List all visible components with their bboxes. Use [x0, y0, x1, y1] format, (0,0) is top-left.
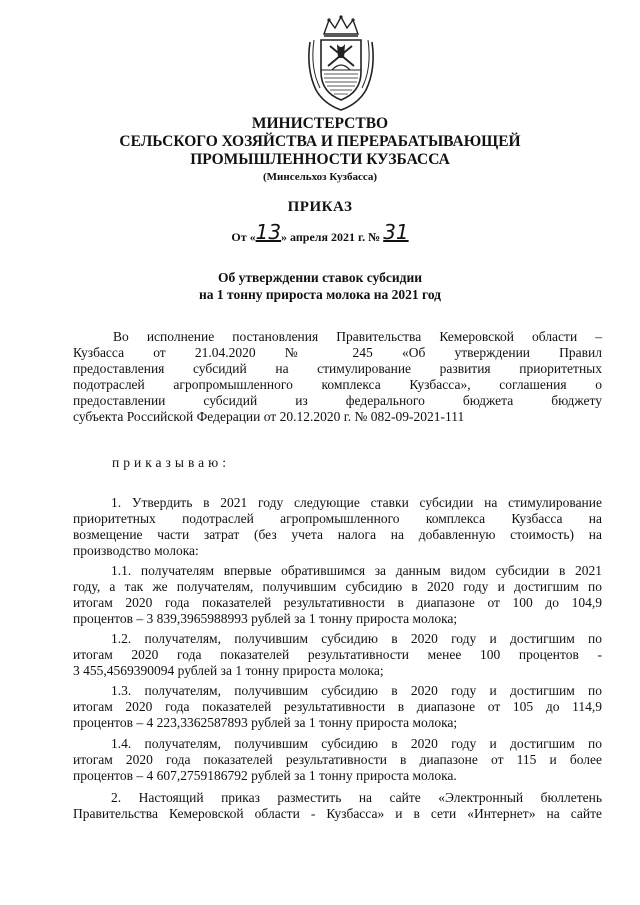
orders-word: приказываю:	[112, 455, 230, 470]
item-1-4-line: 1.4. получателям, получившим субсидию в 2020 году и достигшим по	[111, 736, 602, 751]
preamble-line: предоставлении субсидий из федерального бюджета бюджету	[73, 393, 602, 408]
order-middle: » апреля 2021 г. №	[281, 230, 381, 244]
item-1-1-line: итогам 2020 года показателей результативности в диапазоне от 100 до 104,9	[73, 595, 602, 610]
ministry-title-line: ПРОМЫШЛЕННОСТИ КУЗБАССА	[190, 151, 450, 168]
item-1-line: приоритетных подотраслей агропромышленного комплекса Кузбасса на	[73, 511, 602, 526]
item-1-1-line: процентов – 3 839,3965988993 рублей за 1 тонну прироста молока;	[73, 611, 458, 626]
item-1-2-line: 3 455,4569390094 рублей за 1 тонну прироста молока;	[73, 663, 384, 678]
subject-line: на 1 тонну прироста молока на 2021 год	[198, 287, 442, 302]
item-1-line: возмещение части затрат (без учета налога на добавленную стоимость) на	[73, 527, 602, 542]
item-1-3-line: процентов – 4 223,3362587893 рублей за 1 тонну прироста молока;	[73, 715, 458, 730]
order-date-number	[0, 222, 640, 246]
order-subject	[0, 269, 640, 303]
item-1-2-line: 1.2. получателям, получившим субсидию в 2020 году и достигшим по	[111, 631, 602, 646]
subject-line: Об утверждении ставок субсидии	[217, 270, 423, 285]
item-1-2-line: итогам 2020 года показателей результативности менее 100 процентов -	[73, 647, 602, 662]
item-1-1-line: году, а так же получателям, получившим субсидию в 2020 году и достигшим по	[73, 579, 602, 594]
item-1-3-line: 1.3. получателям, получившим субсидию в 2020 году и достигшим по	[111, 683, 602, 698]
preamble-line: Кузбасса от 21.04.2020 № 245 «Об утверждении Правил	[73, 345, 602, 360]
item-1-line: производство молока:	[73, 543, 199, 558]
item-1-3-line: итогам 2020 года показателей результативности в диапазоне от 105 до 114,9	[73, 699, 602, 714]
order-number-handwritten: 31	[383, 220, 409, 244]
ministry-title	[0, 115, 640, 169]
order-prefix: От «	[231, 230, 256, 244]
item-1-4-line: процентов – 4 607,2759186792 рублей за 1 тонну прироста молока.	[73, 768, 457, 783]
document-type: ПРИКАЗ	[287, 199, 353, 215]
item-2-line: 2. Настоящий приказ разместить на сайте «Электронный бюллетень	[111, 790, 602, 805]
ministry-title-line: СЕЛЬСКОГО ХОЗЯЙСТВА И ПЕРЕРАБАТЫВАЮЩЕЙ	[119, 133, 521, 150]
ministry-abbreviation: (Минсельхоз Кузбасса)	[262, 171, 378, 183]
item-2-line: Правительства Кемеровской области - Кузбасса» и в сети «Интернет» на сайте	[73, 806, 602, 821]
ministry-title-line: МИНИСТЕРСТВО	[251, 115, 389, 132]
item-1-1-line: 1.1. получателям впервые обратившимся за данным видом субсидии в 2021	[111, 563, 602, 578]
kuzbass-coat-of-arms-emblem	[302, 14, 380, 114]
preamble-line: субъекта Российской Федерации от 20.12.2020 г. № 082-09-2021-111	[73, 409, 465, 424]
item-1-line: 1. Утвердить в 2021 году следующие ставки субсидии на стимулирование	[111, 495, 602, 510]
item-1-4-line: итогам 2020 года показателей результативности в диапазоне от 115 и более	[73, 752, 602, 767]
order-day-handwritten: 13	[255, 220, 282, 244]
preamble-line: подотраслей агропромышленного комплекса Кузбасса», соглашения о	[73, 377, 602, 392]
preamble-line: предоставления субсидий на стимулирование развития приоритетных	[73, 361, 602, 376]
preamble-line: Во исполнение постановления Правительства Кемеровской области –	[113, 329, 602, 344]
